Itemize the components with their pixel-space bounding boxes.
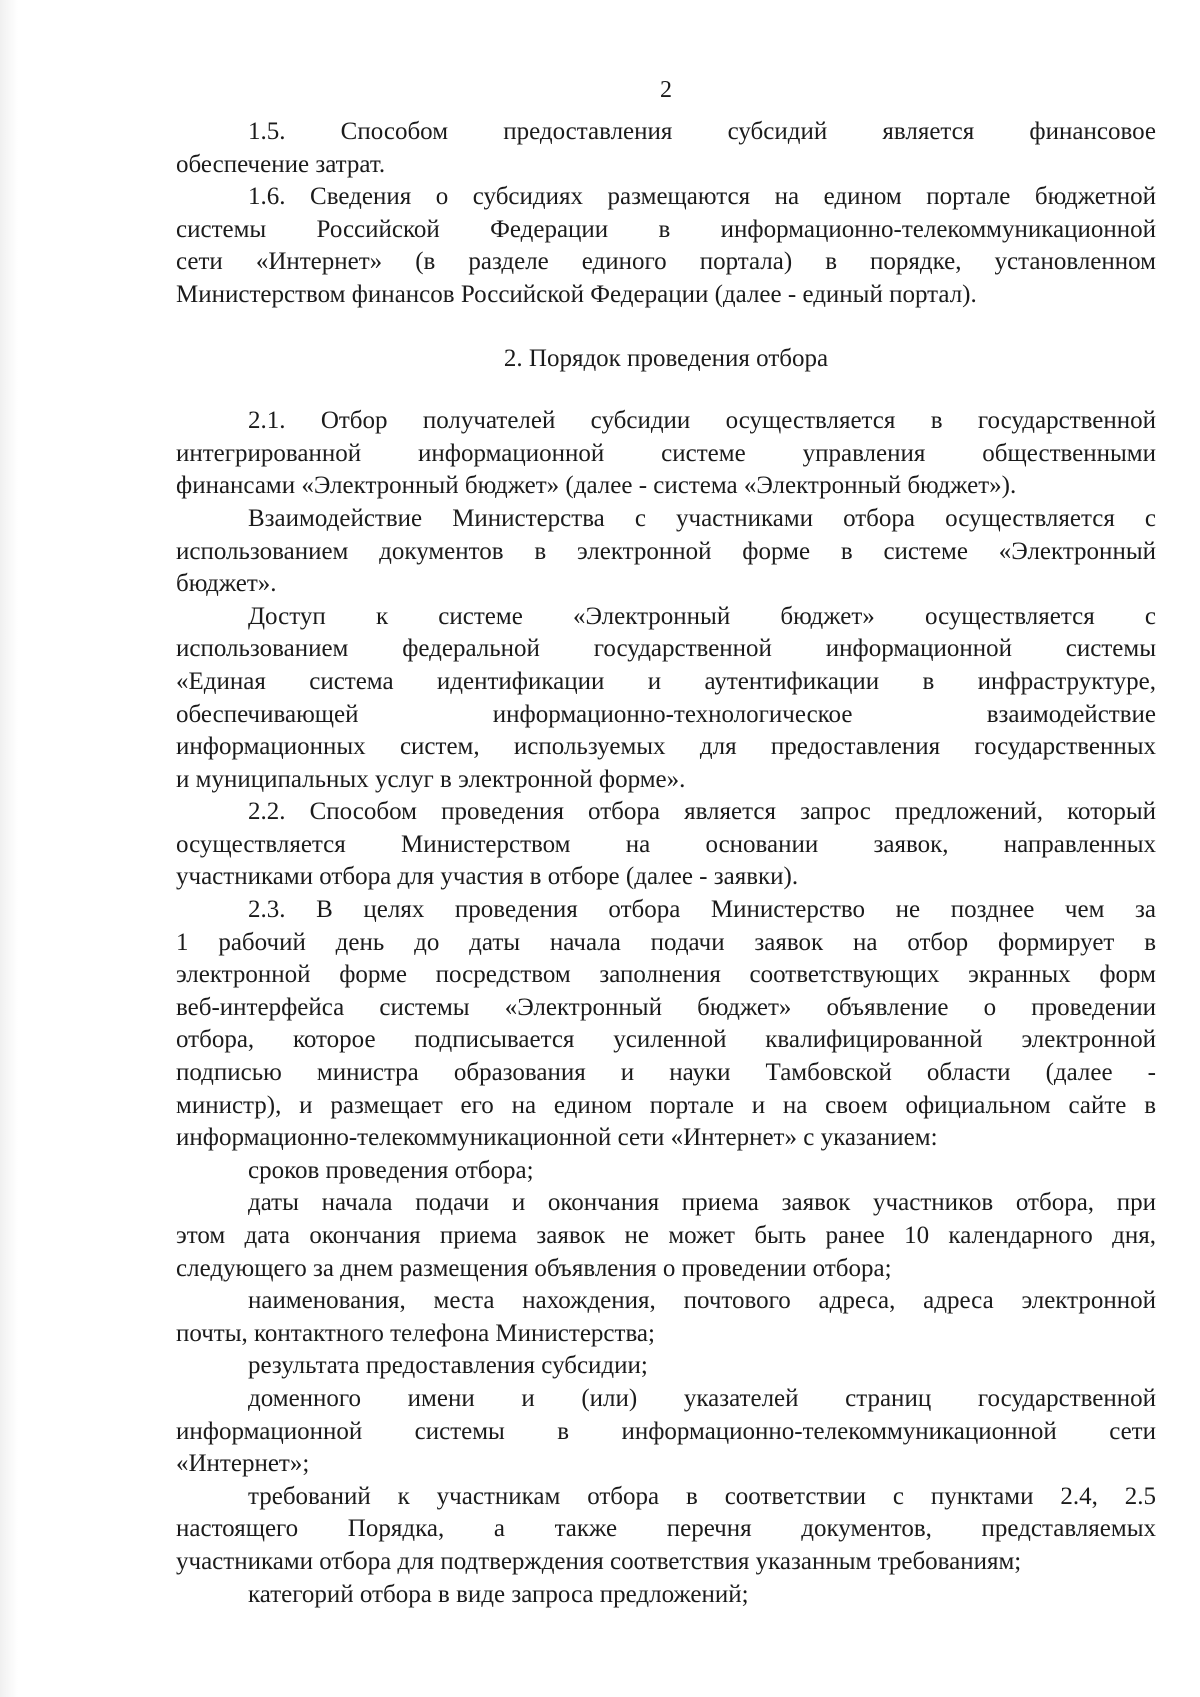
text-line: информационно-телекоммуникационной сети «Интернет» с указанием: bbox=[176, 1124, 938, 1152]
spacer bbox=[176, 375, 1156, 405]
page-number: 2 bbox=[660, 77, 672, 103]
text-line: обеспечивающей информационно-технологическое взаимодействие bbox=[176, 700, 1156, 728]
text-line: веб-интерфейса системы «Электронный бюджет» объявление о проведении bbox=[176, 993, 1156, 1021]
paragraph-1-6 bbox=[176, 181, 1156, 311]
paragraph-1-5 bbox=[176, 116, 1156, 181]
text-line: сроков проведения отбора; bbox=[248, 1156, 534, 1184]
paragraph-2-1 bbox=[176, 405, 1156, 503]
text-line: 2.1. Отбор получателей субсидии осуществляется в государственной bbox=[248, 407, 1156, 435]
text-line: информационных систем, используемых для предоставления государственных bbox=[176, 733, 1156, 761]
text-line: даты начала подачи и окончания приема заявок участников отбора, при bbox=[248, 1189, 1156, 1217]
text-line: участниками отбора для участия в отборе (далее - заявки). bbox=[176, 863, 799, 891]
text-line: интегрированной информационной системе управления общественными bbox=[176, 439, 1156, 467]
text-line: и муниципальных услуг в электронной форме». bbox=[176, 765, 686, 793]
text-line: «Единая система идентификации и аутентификации в инфраструктуре, bbox=[176, 667, 1156, 695]
text-line: этом дата окончания приема заявок не может быть ранее 10 календарного дня, bbox=[176, 1222, 1156, 1249]
text-line: 2.2. Способом проведения отбора является запрос предложений, который bbox=[248, 798, 1156, 826]
text-line: 1.6. Сведения о субсидиях размещаются на едином портале бюджетной bbox=[248, 183, 1156, 211]
text-line: подписью министра образования и науки Тамбовской области (далее - bbox=[176, 1059, 1156, 1087]
text-line: использованием федеральной государственной информационной системы bbox=[176, 635, 1156, 663]
text-line: Министерством финансов Российской Федерации (далее - единый портал). bbox=[176, 280, 977, 308]
list-item-terms bbox=[176, 1155, 1156, 1188]
list-item-result bbox=[176, 1350, 1156, 1383]
text-line: системы Российской Федерации в информационно-телекоммуникационной bbox=[176, 215, 1156, 243]
text-line: обеспечение затрат. bbox=[176, 150, 386, 178]
paragraph-2-2 bbox=[176, 796, 1156, 894]
text-line: участниками отбора для подтверждения соответствия указанным требованиям; bbox=[176, 1547, 1022, 1575]
paragraph-interaction bbox=[176, 503, 1156, 601]
document-page bbox=[176, 0, 1156, 1697]
text-line: «Интернет»; bbox=[176, 1450, 310, 1478]
text-line: результата предоставления субсидии; bbox=[248, 1352, 648, 1380]
text-line: категорий отбора в виде запроса предложений; bbox=[248, 1580, 749, 1608]
text-line: министр), и размещает его на едином портале и на своем официальном сайте в bbox=[176, 1091, 1156, 1119]
list-item-dates bbox=[176, 1187, 1156, 1285]
text-line: осуществляется Министерством на основании заявок, направленных bbox=[176, 830, 1156, 858]
text-line: отбора, которое подписывается усиленной квалифицированной электронной bbox=[176, 1026, 1156, 1054]
section-heading: 2. Порядок проведения отбора bbox=[503, 344, 829, 372]
text-line: почты, контактного телефона Министерства; bbox=[176, 1319, 655, 1347]
text-line: наименования, места нахождения, почтового адреса, адреса электронной bbox=[248, 1287, 1156, 1315]
list-item-requirements bbox=[176, 1481, 1156, 1579]
list-item-categories bbox=[176, 1579, 1156, 1612]
text-line: требований к участникам отбора в соответствии с пунктами 2.4, 2.5 bbox=[248, 1482, 1156, 1510]
text-line: электронной форме посредством заполнения соответствующих экранных форм bbox=[176, 961, 1156, 989]
document-body bbox=[176, 116, 1156, 1611]
text-line: Доступ к системе «Электронный бюджет» осуществляется с bbox=[248, 602, 1156, 630]
list-item-names bbox=[176, 1285, 1156, 1350]
text-line: Взаимодействие Министерства с участниками отбора осуществляется с bbox=[248, 504, 1156, 532]
paragraph-2-3 bbox=[176, 894, 1156, 1155]
scan-edge bbox=[0, 0, 18, 1697]
text-line: финансами «Электронный бюджет» (далее - система «Электронный бюджет»). bbox=[176, 472, 1017, 500]
text-line: следующего за днем размещения объявления о проведении отбора; bbox=[176, 1254, 892, 1282]
text-line: доменного имени и (или) указателей страниц государственной bbox=[248, 1384, 1156, 1412]
text-line: 2.3. В целях проведения отбора Министерство не позднее чем за bbox=[248, 896, 1156, 924]
text-line: использованием документов в электронной форме в системе «Электронный bbox=[176, 537, 1156, 565]
text-line: настоящего Порядка, а также перечня документов, представляемых bbox=[176, 1515, 1156, 1543]
text-line: 1 рабочий день до даты начала подачи заявок на отбор формирует в bbox=[176, 928, 1156, 956]
paragraph-access bbox=[176, 601, 1156, 797]
text-line: бюджет». bbox=[176, 570, 277, 598]
text-line: 1.5. Способом предоставления субсидий является финансовое bbox=[248, 118, 1156, 145]
text-line: информационной системы в информационно-телекоммуникационной сети bbox=[176, 1417, 1156, 1445]
spacer bbox=[176, 312, 1156, 343]
text-line: сети «Интернет» (в разделе единого портала) в порядке, установленном bbox=[176, 248, 1156, 276]
list-item-domain bbox=[176, 1383, 1156, 1481]
